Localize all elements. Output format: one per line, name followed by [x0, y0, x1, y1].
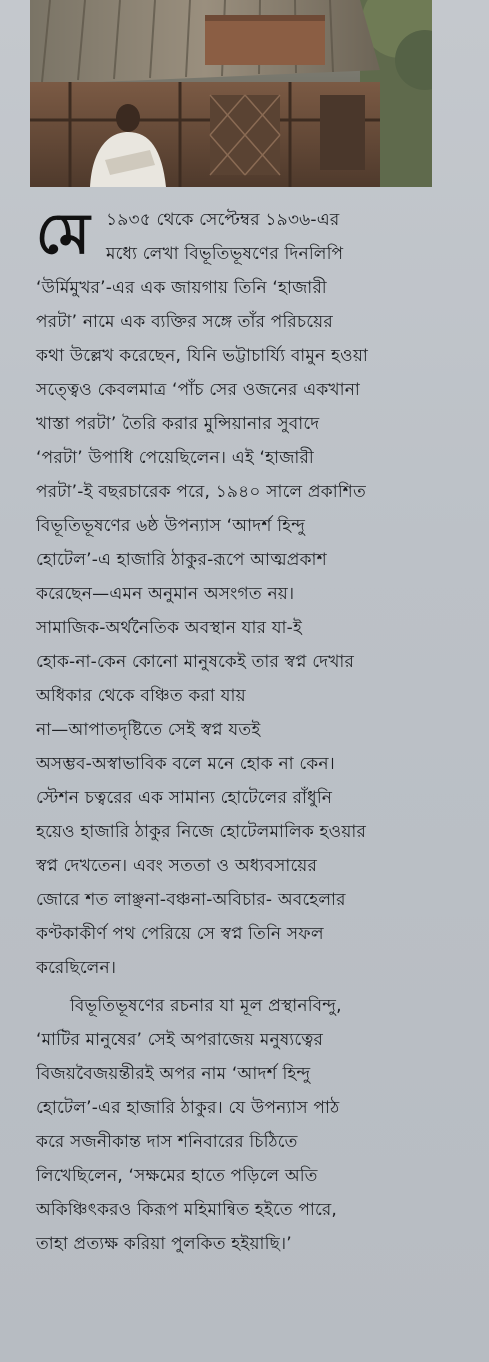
text-line: সত্ত্বেও কেবলমাত্র ‘পাঁচ সের ওজনের একখানা [36, 380, 360, 400]
text-line: স্টেশন চত্বরের এক সামান্য হোটেলের রাঁধুনি [36, 788, 333, 808]
text-line: না—আপাতদৃষ্টিতে সেই স্বপ্ন যতই [36, 720, 261, 740]
text-line: ১৯৩৫ থেকে সেপ্টেম্বর ১৯৩৬-এর [106, 210, 340, 230]
text-line: বিভূতিভূষণের ৬ষ্ঠ উপন্যাস ‘আদর্শ হিন্দু [36, 516, 306, 536]
text-line: ‘পরটা’ উপাধি পেয়েছিলেন। এই ‘হাজারী [36, 448, 314, 468]
text-line: হয়েও হাজারি ঠাকুর নিজে হোটেলমালিক হওয়ার [36, 822, 367, 842]
text-line: হোটেল’-এ হাজারি ঠাকুর-রূপে আত্মপ্রকাশ [36, 550, 327, 570]
text-line: জোরে শত লাঞ্ছনা-বঞ্চনা-অবিচার- অবহেলার [36, 890, 346, 910]
text-line: লিখেছিলেন, ‘সক্ষমের হাতে পড়িলে অতি [36, 1166, 318, 1186]
text-line: অসম্ভব-অস্বাভাবিক বলে মনে হোক না কেন। [36, 754, 335, 774]
text-line: কথা উল্লেখ করেছেন, যিনি ভট্টাচার্য্যি বামুন হওয়া [36, 346, 368, 366]
text-line: মধ্যে লেখা বিভূতিভূষণের দিনলিপি [106, 244, 344, 264]
text-line: খাস্তা পরটা’ তৈরি করার মুন্সিয়ানার সুবাদে [36, 414, 320, 434]
text-line: সামাজিক-অর্থনৈতিক অবস্থান যার যা-ই [36, 618, 303, 638]
text-line: স্বপ্ন দেখতেন। এবং সততা ও অধ্যবসায়ের [36, 856, 318, 876]
text-line: পরটা’-ই বছরচারেক পরে, ১৯৪০ সালে প্রকাশিত [36, 482, 366, 502]
drop-cap: মে [36, 202, 90, 267]
text-line: বিভূতিভূষণের রচনার যা মূল প্রস্থানবিন্দু, [70, 996, 342, 1016]
text-line: অকিঞ্চিৎকরও কিরূপ মহিমান্বিত হইতে পারে, [36, 1200, 337, 1220]
text-line: করেছিলেন। [36, 958, 117, 978]
text-line: তাহা প্রত্যক্ষ করিয়া পুলকিত হইয়াছি।’ [36, 1234, 292, 1254]
text-line: অধিকার থেকে বঞ্চিত করা যায় [36, 686, 246, 706]
text-line: বিজয়বৈজয়ন্তীরই অপর নাম ‘আদর্শ হিন্দু [36, 1064, 311, 1084]
house-photo [30, 0, 432, 187]
text-line: ‘উর্মিমুখর’-এর এক জায়গায় তিনি ‘হাজারী [36, 278, 327, 298]
text-line: পরটা’ নামে এক ব্যক্তির সঙ্গে তাঁর পরিচয়ের [36, 312, 333, 332]
text-line: করে সজনীকান্ত দাস শনিবারের চিঠিতে [36, 1132, 298, 1152]
text-line: হোক-না-কেন কোনো মানুষকেই তার স্বপ্ন দেখার [36, 652, 355, 672]
text-line: হোটেল’-এর হাজারি ঠাকুর। যে উপন্যাস পাঠ [36, 1098, 340, 1118]
text-line: কণ্টকাকীর্ণ পথ পেরিয়ে সে স্বপ্ন তিনি সফল [36, 924, 324, 944]
text-line: ‘মাটির মানুষের’ সেই অপরাজেয় মনুষ্যত্বের [36, 1030, 324, 1050]
text-line: করেছেন—এমন অনুমান অসংগত নয়। [36, 584, 295, 604]
